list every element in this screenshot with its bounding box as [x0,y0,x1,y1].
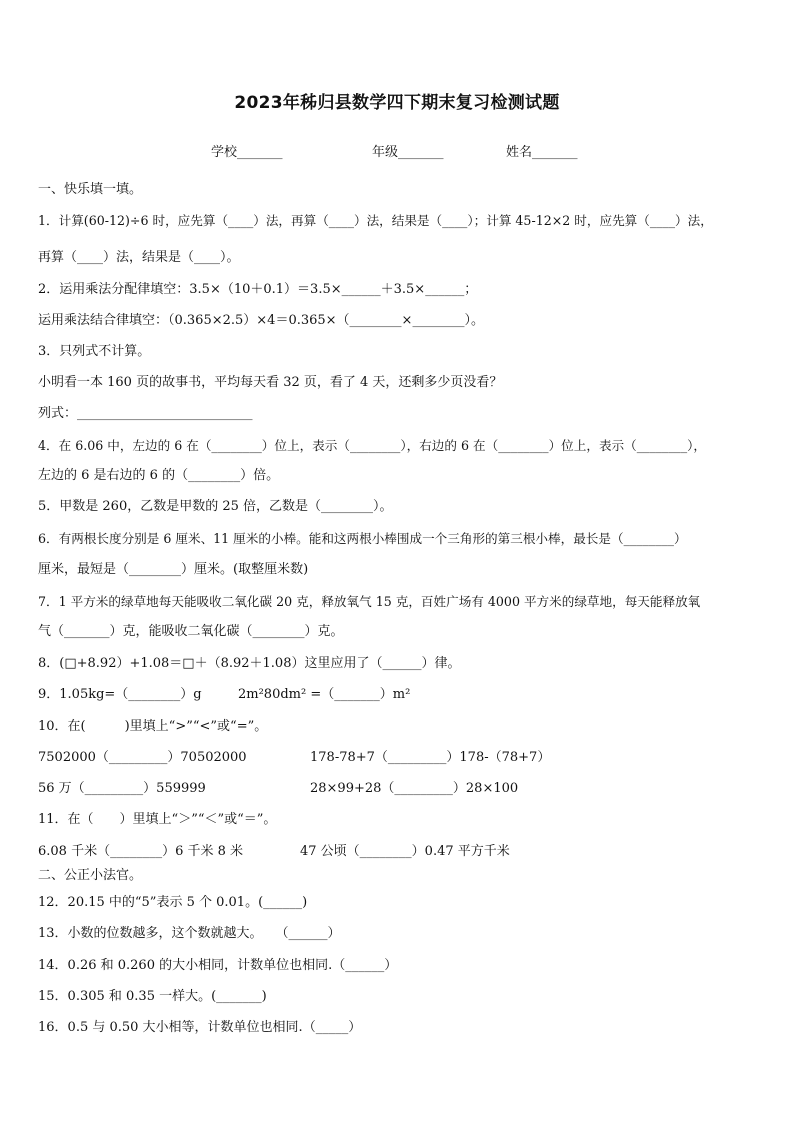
question-5: 5．甲数是 260，乙数是甲数的 25 倍，乙数是（________）。 [38,499,393,514]
name-field: 姓名_______ [506,145,578,160]
question-10: 10．在( )里填上“>”“<”或“=”。 [38,719,268,734]
question-11-row-1-left: 6.08 千米（________）6 千米 8 米 [38,844,244,859]
question-10-row-2-right: 28×99+28（_________）28×100 [310,781,519,796]
question-4-line-2: 左边的 6 是右边的 6 的（________）倍。 [38,468,280,483]
question-9-part-1: 9．1.05kg=（________）g [38,687,202,702]
question-11-row-1-right: 47 公顷（________）0.47 平方千米 [300,844,510,859]
question-14: 14．0.26 和 0.260 的大小相同，计数单位也相同.（______） [38,958,398,973]
question-3-line-1: 3．只列式不计算。 [38,344,151,359]
question-4-line-1: 4．在 6.06 中，左边的 6 在（________）位上，表示（________），右边的 6 在（________）位上，表示（________）， [38,438,706,453]
question-8: 8．(□+8.92）+1.08＝□＋（8.92＋1.08）这里应用了（______）律。 [38,656,461,671]
question-3-line-3: 列式：___________________________ [38,406,253,421]
question-13: 13．小数的位数越多，这个数就越大。 （______） [38,926,341,941]
school-field: 学校_______ [211,145,283,160]
question-1-line-1: 1．计算(60-12)÷6 时，应先算（____）法，再算（____）法，结果是（____）；计算 45-12×2 时，应先算（____）法， [38,213,713,228]
section-heading-2: 二、公正小法官。 [38,868,143,883]
question-15: 15．0.305 和 0.35 一样大。(_______) [38,989,267,1004]
question-10-row-1-left: 7502000（_________）70502000 [38,750,247,765]
question-16: 16．0.5 与 0.50 大小相等，计数单位也相同.（_____） [38,1020,362,1035]
question-2-line-1: 2．运用乘法分配律填空：3.5×（10＋0.1）＝3.5×______＋3.5×______； [38,282,478,297]
question-6-line-1: 6．有两根长度分别是 6 厘米、11 厘米的小棒。能和这两根小棒围成一个三角形的第三根小棒，最长是（________） [38,531,687,546]
question-11: 11．在（ ）里填上“＞”“＜”或“＝”。 [38,812,277,827]
question-10-row-2-left: 56 万（_________）559999 [38,781,206,796]
question-3-line-2: 小明看一本 160 页的故事书，平均每天看 32 页，看了 4 天，还剩多少页没看？ [38,375,503,390]
question-7-line-1: 7．1 平方米的绿草地每天能吸收二氧化碳 20 克，释放氧气 15 克，百姓广场有 4000 平方米的绿草地，每天能释放氧 [38,594,701,609]
section-heading-1: 一、快乐填一填。 [38,182,143,197]
question-2-line-2: 运用乘法结合律填空：（0.365×2.5）×4＝0.365×（________×________）。 [38,313,484,328]
question-6-line-2: 厘米，最短是（________）厘米。(取整厘米数) [38,562,309,577]
question-9-part-2: 2m²80dm² =（_______）m² [238,687,411,702]
question-12: 12．20.15 中的“5”表示 5 个 0.01。(______) [38,895,308,910]
page-title: 2023年秭归县数学四下期末复习检测试题 [234,93,560,113]
question-7-line-2: 气（_______）克，能吸收二氧化碳（________）克。 [38,624,344,639]
grade-field: 年级_______ [372,145,444,160]
question-1-line-2: 再算（____）法，结果是（____）。 [38,250,240,265]
question-10-row-1-right: 178-78+7（_________）178-（78+7） [310,750,551,765]
